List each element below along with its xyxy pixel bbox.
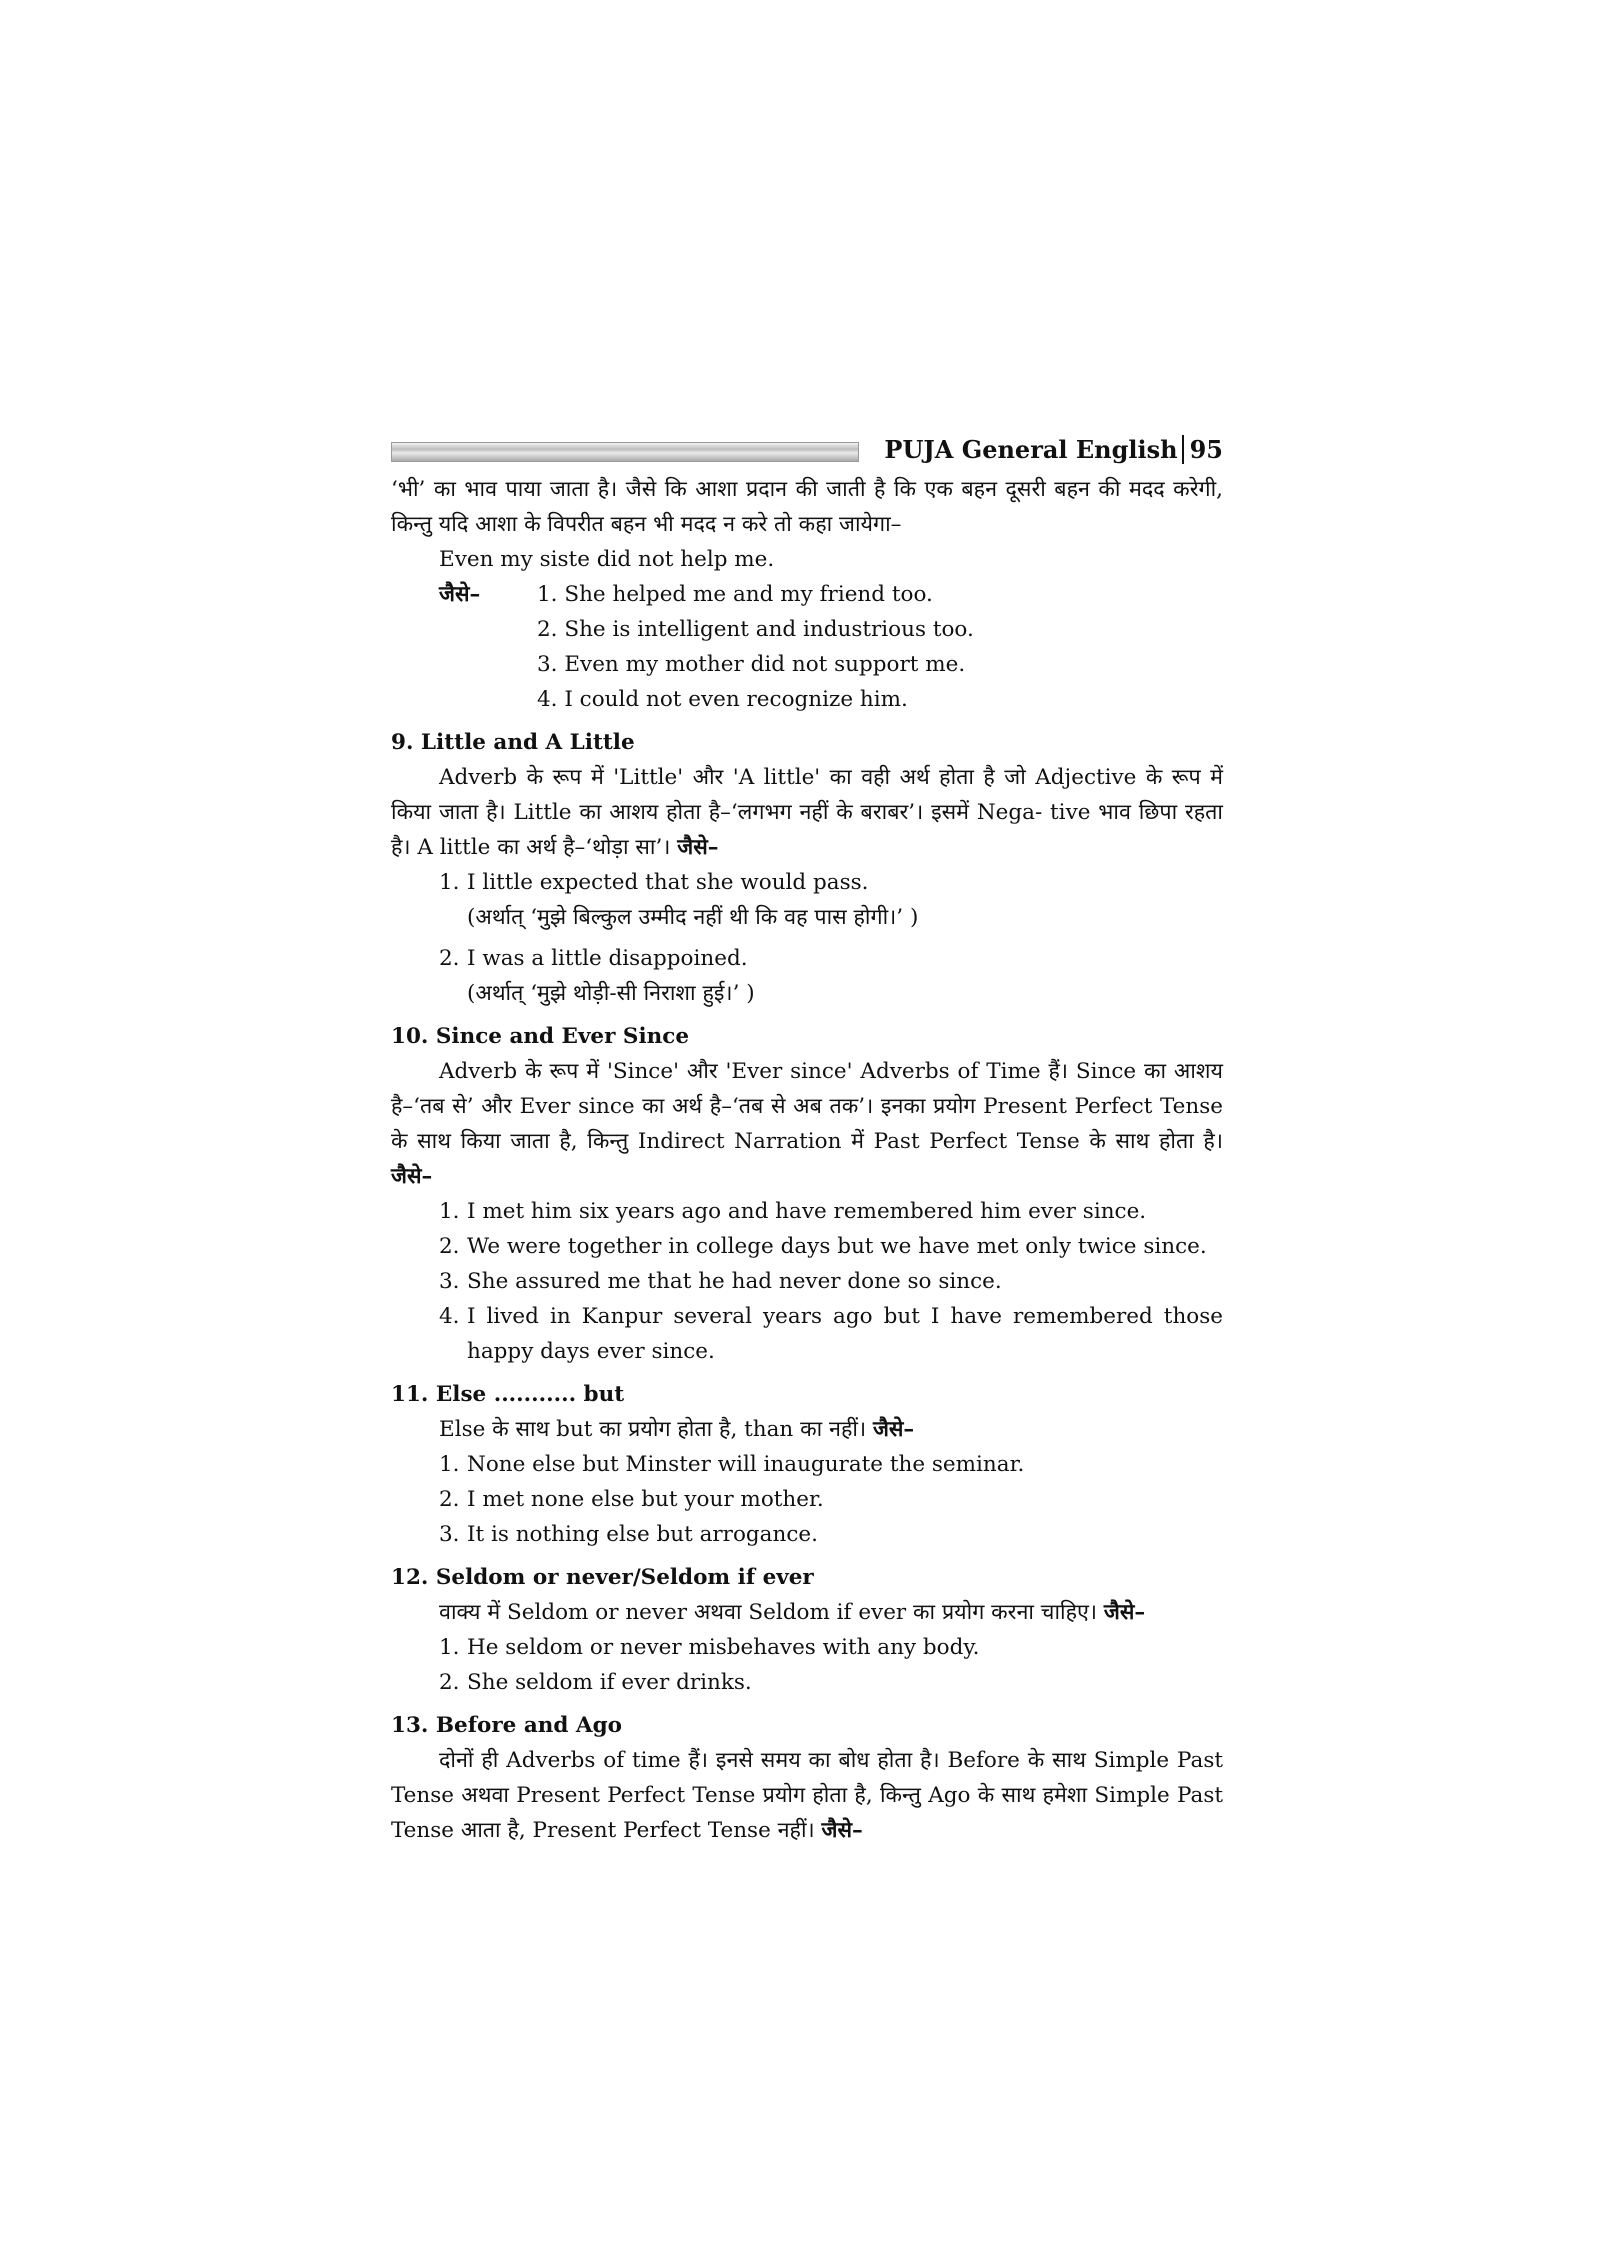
list-item: 2. I met none else but your mother. <box>439 1487 824 1512</box>
section-paragraph: Adverb के रूप में 'Little' और 'A little' का वही अर्थ होता है जो Adjective के रूप में किया जाता है। Little का आशय होता है–‘लगभग नहीं के बराबर’। इसमें Nega- tive भाव छिपा रहता है। A little का अर्थ है–‘थोड़ा सा’। जैसे– <box>391 765 1223 860</box>
list-item: 2. She is intelligent and industrious too. <box>537 617 974 642</box>
section-heading: 12. Seldom or never/Seldom if ever <box>391 1565 814 1590</box>
list-item: 4. I lived in Kanpur several years ago but I have remembered those happy days ever since. <box>439 1304 1223 1364</box>
jaise-label: जैसे– <box>391 1164 433 1189</box>
jaise-label: जैसे– <box>1103 1600 1146 1625</box>
list-item: 3. It is nothing else but arrogance. <box>439 1522 818 1547</box>
list-item: 3. Even my mother did not support me. <box>537 652 966 677</box>
list-item: 1. He seldom or never misbehaves with any body. <box>439 1635 980 1660</box>
list-item-note: (अर्थात् ‘मुझे बिल्कुल उम्मीद नहीं थी कि वह पास होगी।’ ) <box>467 905 919 930</box>
jaise-label: जैसे– <box>677 835 719 860</box>
section-heading: 10. Since and Ever Since <box>391 1024 690 1049</box>
section-paragraph: वाक्य में Seldom or never अथवा Seldom if ever का प्रयोग करना चाहिए। जैसे– <box>439 1600 1146 1625</box>
section-paragraph: Else के साथ but का प्रयोग होता है, than का नहीं। जैसे– <box>439 1417 915 1442</box>
section-heading: 9. Little and A Little <box>391 730 635 755</box>
section-heading: 13. Before and Ago <box>391 1713 622 1738</box>
list-item: 1. I little expected that she would pass. <box>439 870 869 895</box>
jaise-label: जैसे– <box>821 1818 863 1843</box>
list-item: 2. She seldom if ever drinks. <box>439 1670 752 1695</box>
list-item-note: (अर्थात् ‘मुझे थोड़ी-सी निराशा हुई।’ ) <box>467 981 755 1006</box>
list-item: 2. We were together in college days but we have met only twice since. <box>439 1234 1207 1259</box>
page-number: 95 <box>1182 435 1223 464</box>
jaise-label: जैसे– <box>872 1417 915 1442</box>
list-item: 4. I could not even recognize him. <box>537 687 908 712</box>
list-item: 1. She helped me and my friend too. <box>537 582 933 607</box>
list-item: 1. I met him six years ago and have remembered him ever since. <box>439 1199 1147 1224</box>
section-paragraph: दोनों ही Adverbs of time हैं। इनसे समय का बोध होता है। Before के साथ Simple Past Tense अथवा Present Perfect Tense प्रयोग होता है, किन्तु Ago के साथ हमेशा Simple Past Tense आता है, Present Perfect Tense नहीं। जैसे– <box>391 1748 1223 1843</box>
book-title: PUJA General English <box>884 435 1178 464</box>
header-title <box>884 432 1223 467</box>
running-header <box>391 432 1223 472</box>
list-item: 3. She assured me that he had never done so since. <box>439 1269 1002 1294</box>
section-paragraph: Adverb के रूप में 'Since' और 'Ever since' Adverbs of Time हैं। Since का आशय है–‘तब से’ और Ever since का अर्थ है–‘तब से अब तक’। इनका प्रयोग Present Perfect Tense के साथ किया जाता है, किन्तु Indirect Narration में Past Perfect Tense के साथ होता है। जैसे– <box>391 1059 1223 1189</box>
list-item: 2. I was a little disappoined. <box>439 946 748 971</box>
section-heading: 11. Else ........... but <box>391 1382 625 1407</box>
intro-example: Even my siste did not help me. <box>439 547 775 572</box>
jaise-label: जैसे– <box>439 582 481 607</box>
list-item: 1. None else but Minster will inaugurate the seminar. <box>439 1452 1025 1477</box>
header-decorative-bar <box>391 442 859 462</box>
intro-example-list <box>391 577 1223 717</box>
page-content <box>391 432 1223 1848</box>
intro-paragraph: ‘भी’ का भाव पाया जाता है। जैसे कि आशा प्रदान की जाती है कि एक बहन दूसरी बहन की मदद करेगी, किन्तु यदि आशा के विपरीत बहन भी मदद न करे तो कहा जायेगा– <box>391 477 1223 537</box>
